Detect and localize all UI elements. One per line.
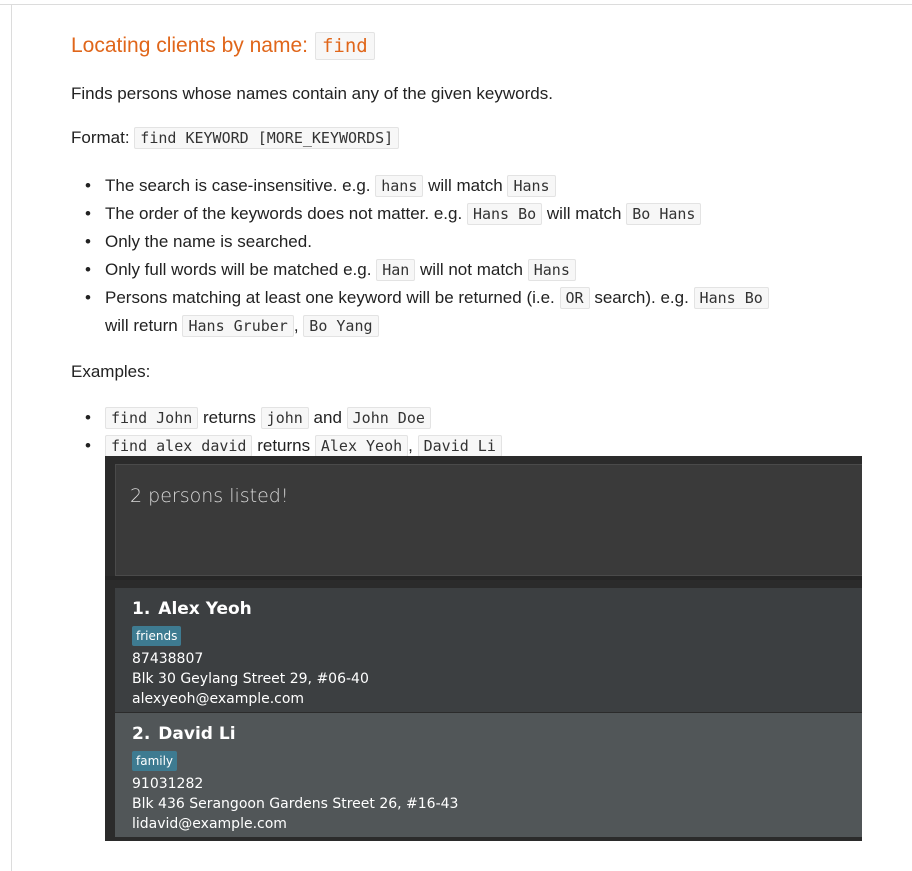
- list-item: [71, 404, 871, 432]
- bullet-text: will match: [428, 176, 503, 195]
- person-list: [115, 588, 862, 838]
- list-item: [71, 228, 871, 256]
- person-name-row: [132, 721, 845, 747]
- list-item: [71, 172, 871, 200]
- bullet-text: will not match: [420, 260, 523, 279]
- format-code: find KEYWORD [MORE_KEYWORDS]: [134, 127, 399, 149]
- examples-label: Examples:: [71, 362, 151, 381]
- format-line: [71, 126, 871, 150]
- person-tag: friends: [132, 626, 181, 646]
- example-command-code: find alex david: [105, 435, 252, 457]
- example-text: returns: [203, 408, 256, 427]
- person-index: 2.: [132, 724, 151, 744]
- bullet-text: Persons matching at least one keyword will be returned (i.e.: [105, 288, 555, 307]
- bullet-code: Hans Gruber: [182, 315, 293, 337]
- example-text: returns: [257, 436, 311, 455]
- bullet-separator: ,: [293, 316, 299, 335]
- bullet-code: Bo Hans: [626, 203, 701, 225]
- bullet-code: Hans Bo: [467, 203, 542, 225]
- page-left-border: [11, 4, 12, 871]
- heading-text: Locating clients by name:: [71, 34, 308, 57]
- panel-divider: [105, 576, 862, 580]
- example-code: John Doe: [347, 407, 431, 429]
- person-name-row: [132, 596, 845, 622]
- example-separator: ,: [408, 436, 413, 455]
- examples-list: [71, 404, 871, 460]
- bullet-code: Hans: [507, 175, 555, 197]
- doc-content: [71, 30, 871, 460]
- person-address: Blk 30 Geylang Street 29, #06-40: [132, 671, 369, 687]
- example-code: David Li: [418, 435, 502, 457]
- bullet-text: search). e.g.: [594, 288, 689, 307]
- format-label: Format:: [71, 128, 130, 147]
- person-tag: family: [132, 751, 177, 771]
- example-text: and: [313, 408, 342, 427]
- person-card[interactable]: [115, 588, 862, 712]
- person-address: Blk 436 Serangoon Gardens Street 26, #16-43: [132, 796, 459, 812]
- bullet-code: Hans Bo: [694, 287, 769, 309]
- bullet-text: Only full words will be matched e.g.: [105, 260, 372, 279]
- bullet-code: hans: [375, 175, 423, 197]
- example-code: john: [261, 407, 309, 429]
- example-code: Alex Yeoh: [315, 435, 408, 457]
- app-screenshot: [105, 456, 862, 841]
- example-command-code: find John: [105, 407, 198, 429]
- person-phone: 91031282: [132, 776, 204, 792]
- bullet-text: The search is case-insensitive. e.g.: [105, 176, 371, 195]
- bullet-code: OR: [560, 287, 590, 309]
- bullet-code: Han: [376, 259, 415, 281]
- result-message: 2 persons listed!: [130, 485, 289, 507]
- rules-list: [71, 172, 871, 340]
- person-index: 1.: [132, 599, 151, 619]
- bullet-text: Only the name is searched.: [105, 232, 312, 251]
- person-phone: 87438807: [132, 651, 204, 667]
- bullet-text: will return: [105, 316, 178, 335]
- bullet-text: will match: [546, 204, 622, 223]
- person-email: lidavid@example.com: [132, 816, 287, 832]
- bullet-code: Bo Yang: [303, 315, 378, 337]
- result-display: [115, 464, 862, 576]
- bullet-code: Hans: [528, 259, 576, 281]
- person-name: David Li: [158, 724, 236, 744]
- list-item: [71, 256, 871, 284]
- list-item: [71, 284, 871, 340]
- section-heading: [71, 30, 871, 62]
- heading-code: find: [315, 32, 375, 60]
- person-card[interactable]: [115, 713, 862, 837]
- description: Finds persons whose names contain any of the given keywords.: [71, 84, 553, 103]
- person-name: Alex Yeoh: [158, 599, 252, 619]
- list-item: [71, 200, 871, 228]
- person-email: alexyeoh@example.com: [132, 691, 305, 707]
- page-top-border: [0, 4, 912, 5]
- bullet-text: The order of the keywords does not matter. e.g.: [105, 204, 463, 223]
